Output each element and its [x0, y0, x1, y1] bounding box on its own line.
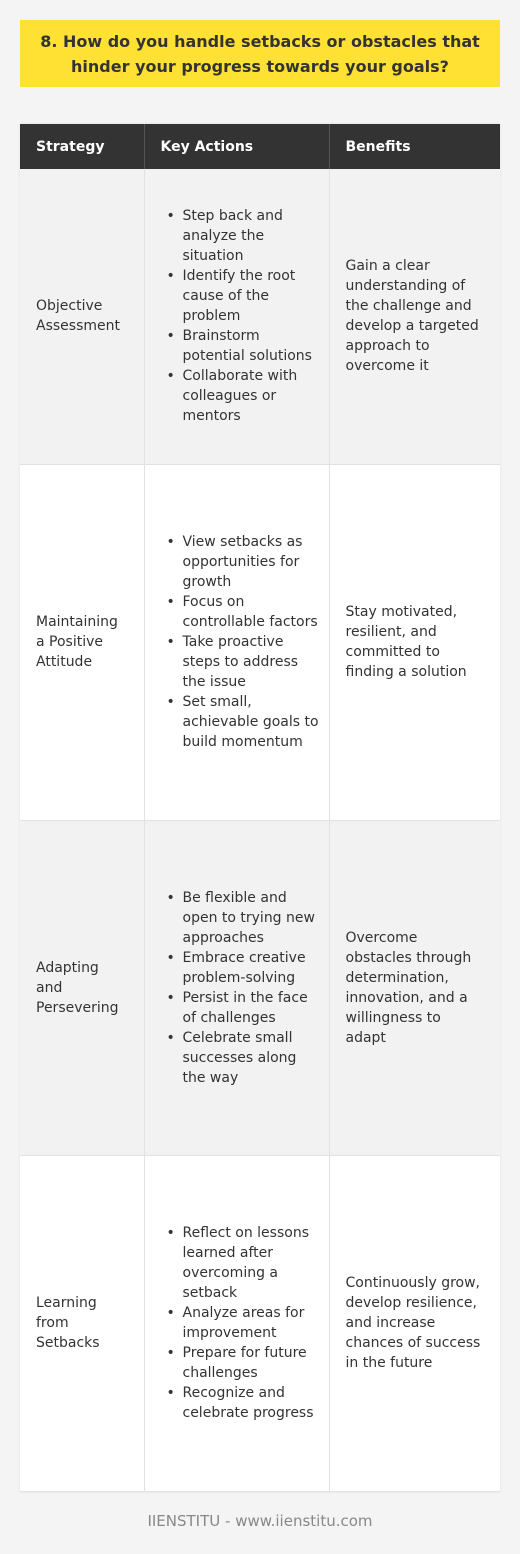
key-actions-cell — [144, 464, 329, 820]
table-row — [20, 1155, 500, 1491]
action-item: • Recognize and celebrate progress — [163, 1383, 321, 1423]
column-header-key-actions: Key Actions — [144, 124, 329, 169]
strategy-cell: Maintaining a Positive Attitude — [20, 464, 144, 820]
action-item: • Focus on controllable factors — [163, 592, 321, 632]
key-actions-cell — [144, 169, 329, 464]
action-item: • View setbacks as opportunities for growth — [163, 532, 321, 592]
action-item: • Celebrate small successes along the way — [163, 1028, 321, 1088]
action-list — [163, 888, 321, 1088]
key-actions-cell — [144, 1155, 329, 1491]
action-item: • Be flexible and open to trying new approaches — [163, 888, 321, 948]
action-list — [163, 532, 321, 752]
column-header-benefits: Benefits — [345, 138, 411, 155]
benefits-cell: Stay motivated, resilient, and committed to finding a solution — [329, 464, 500, 820]
footer-credit: IIENSTITU - www.iienstitu.com — [147, 1512, 373, 1530]
action-item: • Identify the root cause of the problem — [163, 266, 321, 326]
table-row — [20, 464, 500, 820]
action-list — [163, 206, 321, 426]
action-item: • Embrace creative problem-solving — [163, 948, 321, 988]
key-actions-cell — [144, 820, 329, 1155]
action-item: • Prepare for future challenges — [163, 1343, 321, 1383]
table-row — [20, 820, 500, 1155]
question-banner — [20, 20, 500, 87]
benefits-cell: Gain a clear understanding of the challenge and develop a targeted approach to overcome it — [329, 169, 500, 464]
action-item: • Brainstorm potential solutions — [163, 326, 321, 366]
strategy-cell: Objective Assessment — [20, 169, 144, 464]
action-list — [163, 1223, 321, 1423]
action-item: • Set small, achievable goals to build momentum — [163, 692, 321, 752]
strategy-cell: Adapting and Persevering — [20, 820, 144, 1155]
action-item: • Step back and analyze the situation — [163, 206, 321, 266]
table-header-row — [20, 124, 500, 169]
benefits-cell: Continuously grow, develop resilience, and increase chances of success in the future — [329, 1155, 500, 1491]
strategy-table — [20, 124, 500, 1492]
table-row — [20, 169, 500, 464]
action-item: • Analyze areas for improvement — [163, 1303, 321, 1343]
action-item: • Collaborate with colleagues or mentors — [163, 366, 321, 426]
action-item: • Reflect on lessons learned after overcoming a setback — [163, 1223, 321, 1303]
benefits-cell: Overcome obstacles through determination, innovation, and a willingness to adapt — [329, 820, 500, 1155]
action-item: • Persist in the face of challenges — [163, 988, 321, 1028]
strategy-cell: Learning from Setbacks — [20, 1155, 144, 1491]
action-item: • Take proactive steps to address the issue — [163, 632, 321, 692]
question-title: 8. How do you handle setbacks or obstacles that hinder your progress towards your goals? — [40, 31, 480, 76]
column-header-strategy: Strategy — [20, 124, 144, 169]
